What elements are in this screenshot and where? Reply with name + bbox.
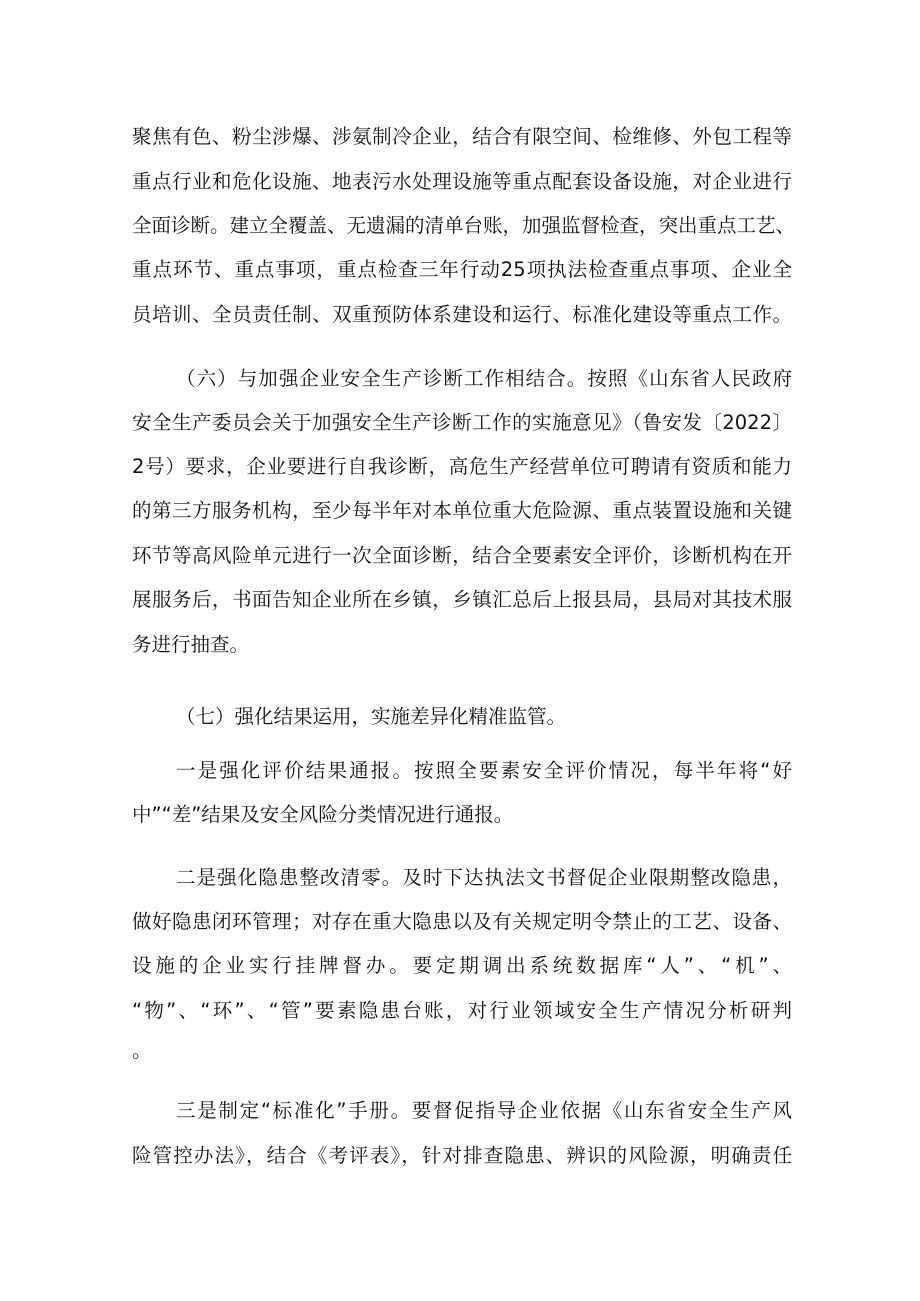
paragraph-one-line: 一是强化评价结果通报。按照全要素安全评价情况，每半年将“好 [176, 759, 792, 782]
body-text-line: 中”“差”结果及安全风险分类情况进行通报。 [132, 803, 514, 826]
body-text-line: 安全生产委员会关于加强安全生产诊断工作的实施意见》（鲁安发〔2022〕 [132, 411, 792, 434]
body-text-line: 做好隐患闭环管理；对存在重大隐患以及有关规定明令禁止的工艺、设备、 [132, 910, 792, 933]
section-seven-heading: （七）强化结果运用，实施差异化精准监管。 [176, 705, 567, 728]
body-text-line: 聚焦有色、粉尘涉爆、涉氨制冷企业，结合有限空间、检维修、外包工程等 [132, 125, 792, 148]
body-text-line: 环节等高风险单元进行一次全面诊断，结合全要素安全评价，诊断机构在开 [132, 544, 792, 567]
body-text-line: 员培训、全员责任制、双重预防体系建设和运行、标准化建设等重点工作。 [132, 303, 792, 326]
body-text-line: 的第三方服务机构，至少每半年对本单位重大危险源、重点装置设施和关键 [132, 499, 792, 522]
body-text-line: 重点行业和危化设施、地表污水处理设施等重点配套设备设施，对企业进行 [132, 170, 792, 193]
body-text-line: 险管控办法》，结合《考评表》，针对排查隐患、辨识的风险源，明确责任 [132, 1144, 792, 1167]
body-text-line: 务进行抽查。 [132, 633, 250, 656]
body-text-line: 2号）要求，企业要进行自我诊断，高危生产经营单位可聘请有资质和能力 [132, 455, 792, 478]
body-text-line: 。 [132, 1039, 152, 1062]
body-text-line: 展服务后，书面告知企业所在乡镇，乡镇汇总后上报县局，县局对其技术服 [132, 588, 792, 611]
body-text-line: “物”、“环”、“管”要素隐患台账，对行业领域安全生产情况分析研判 [132, 999, 792, 1022]
paragraph-three-line: 三是制定“标准化”手册。要督促指导企业依据《山东省安全生产风 [176, 1099, 792, 1122]
paragraph-two-line: 二是强化隐患整改清零。及时下达执法文书督促企业限期整改隐患， [176, 866, 792, 889]
body-text-line: 重点环节、重点事项，重点检查三年行动25项执法检查重点事项、企业全 [132, 258, 792, 281]
section-six-heading-line: （六）与加强企业安全生产诊断工作相结合。按照《山东省人民政府 [176, 367, 792, 390]
body-text-line: 全面诊断。建立全覆盖、无遗漏的清单台账，加强监督检查，突出重点工艺、 [132, 214, 796, 237]
body-text-line: 设施的企业实行挂牌督办。要定期调出系统数据库“人”、“机”、 [132, 954, 792, 977]
